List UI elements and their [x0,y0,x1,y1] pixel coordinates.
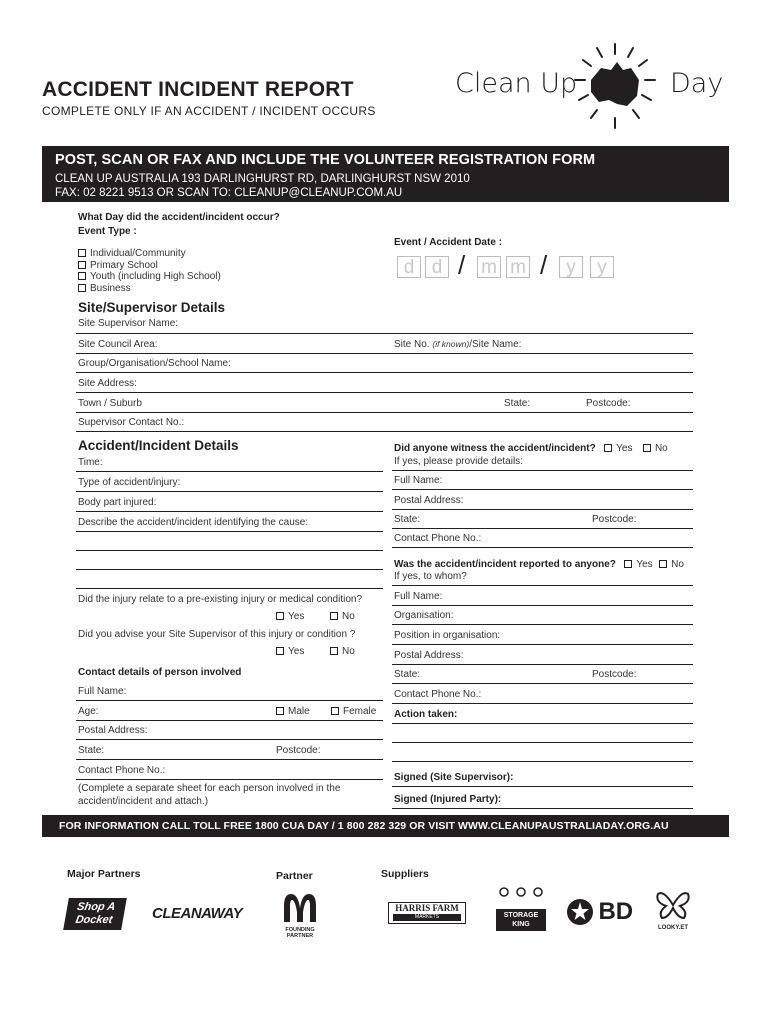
body-part-label: Body part injured: [78,497,157,508]
contact-full-name-label: Full Name: [78,686,127,697]
crown-icon [496,886,546,900]
signed-injured-field[interactable] [392,808,693,809]
advise-question: Did you advise your Site Supervisor of this injury or condition ? [78,629,356,640]
reported-postal-field[interactable] [392,664,693,665]
witness-state-field[interactable] [392,528,693,529]
reported-no[interactable]: No [659,559,684,570]
action-line[interactable] [392,761,693,762]
checkbox[interactable] [78,249,86,257]
australia-sun-icon [565,40,665,135]
date-month-box[interactable]: m [506,256,530,278]
harris-farm-logo: HARRIS FARM MARKETS [388,902,466,924]
pre-existing-no[interactable]: No [330,611,355,622]
clean-up-day-logo: Clean Up Day [455,40,735,135]
checkbox[interactable] [331,707,339,715]
event-type-option[interactable]: Primary School [78,260,221,272]
signed-injured-label: Signed (Injured Party): [394,794,502,805]
event-type-option[interactable]: Youth (including High School) [78,271,221,283]
pre-existing-yes[interactable]: Yes [276,611,304,622]
town-field[interactable] [76,412,693,413]
suppliers-label: Suppliers [381,868,429,880]
injury-type-label: Type of accident/injury: [78,477,181,488]
date-year-box[interactable]: y [590,256,614,278]
contact-age-field[interactable] [76,720,383,721]
signed-supervisor-field[interactable] [392,786,693,787]
describe-label: Describe the accident/incident identifying the cause: [78,517,309,528]
checkbox[interactable] [78,261,86,269]
checkbox[interactable] [330,647,338,655]
date-day-box[interactable]: d [425,256,449,278]
describe-line[interactable] [76,588,383,589]
checkbox[interactable] [276,612,284,620]
date-separator: / [458,250,466,280]
witness-postcode-label: Postcode: [592,514,637,525]
male-option[interactable]: Male [276,706,310,717]
checkbox[interactable] [276,647,284,655]
time-field[interactable] [76,471,383,472]
contact-state-field[interactable] [76,759,383,760]
reported-whom-label: If yes, to whom? [394,571,467,582]
contact-state-label: State: [78,745,105,756]
action-taken-label: Action taken: [394,709,458,720]
butterfly-icon [656,890,690,920]
witness-full-name-label: Full Name: [394,475,443,486]
storage-king-logo: STORAGE KING [496,886,546,934]
cleanaway-logo: CLEANAWAY [152,905,243,922]
action-line[interactable] [392,742,693,743]
pre-existing-question: Did the injury relate to a pre-existing injury or medical condition? [78,594,363,605]
event-type-option[interactable]: Business [78,283,221,295]
event-type-options [78,248,221,294]
event-type-option[interactable]: Individual/Community [78,248,221,260]
checkbox[interactable] [659,560,667,568]
site-address-field[interactable] [76,392,693,393]
reported-state-field[interactable] [392,683,693,684]
instructions-banner: POST, SCAN OR FAX AND INCLUDE THE VOLUNTEER REGISTRATION FORM CLEAN UP AUSTRALIA 193 DARLINGHURST RD, DARLINGHURST NSW 2010 FAX: 02 8221 9513 OR SCAN TO: CLEANUP@CLEANUP.COM.AU [42,146,729,202]
witness-yes[interactable]: Yes [604,443,632,454]
reported-phone-label: Contact Phone No.: [394,689,482,700]
date-month-box[interactable]: m [477,256,501,278]
witness-postal-field[interactable] [392,509,693,510]
info-banner: FOR INFORMATION CALL TOLL FREE 1800 CUA DAY / 1 800 282 329 OR VISIT WWW.CLEANUPAUSTRALIADAY.ORG.AU [42,815,729,837]
reported-yes[interactable]: Yes [624,559,652,570]
injury-type-field[interactable] [76,491,383,492]
signed-supervisor-label: Signed (Site Supervisor): [394,772,514,783]
date-separator: / [540,250,548,280]
shop-a-docket-logo: Shop A Docket [63,898,127,930]
checkbox[interactable] [276,707,284,715]
reported-position-label: Position in organisation: [394,630,501,641]
reported-full-name-label: Full Name: [394,591,443,602]
site-council-field[interactable] [76,353,693,354]
bd-logo: BD [566,898,633,926]
supervisor-contact-field[interactable] [76,431,693,432]
accident-section-heading: Accident/Incident Details [78,438,239,453]
witness-question-row: Did anyone witness the accident/incident? Yes No [394,443,668,454]
witness-phone-label: Contact Phone No.: [394,533,482,544]
date-year-box[interactable]: y [559,256,583,278]
female-option[interactable]: Female [331,706,376,717]
group-name-field[interactable] [76,372,693,373]
partner-label: Partner [276,870,313,882]
contact-phone-label: Contact Phone No.: [78,765,166,776]
group-name-label: Group/Organisation/School Name: [78,358,231,369]
body-part-field[interactable] [76,511,383,512]
town-suburb-label: Town / Suburb [78,398,142,409]
site-no-label: Site No. (if known)/Site Name: [394,339,522,350]
bd-star-icon [566,898,594,926]
separate-sheet-note: (Complete a separate sheet for each person involved in the accident/incident and attach.) [78,783,341,807]
reported-whom-line[interactable] [392,585,693,586]
contact-postal-field[interactable] [76,739,383,740]
checkbox[interactable] [604,444,612,452]
time-label: Time: [78,457,103,468]
site-state-label: State: [504,398,531,409]
checkbox[interactable] [78,272,86,280]
witness-no[interactable]: No [643,443,668,454]
witness-phone-field[interactable] [392,547,693,548]
contact-phone-field[interactable] [76,779,383,780]
reported-org-field[interactable] [392,624,693,625]
site-supervisor-name-label: Site Supervisor Name: [78,318,179,329]
event-day-question: What Day did the accident/incident occur? [78,212,280,223]
site-council-area-label: Site Council Area: [78,339,158,350]
reported-postal-label: Postal Address: [394,650,464,661]
checkbox[interactable] [330,612,338,620]
reported-state-label: State: [394,669,421,680]
checkbox[interactable] [624,560,632,568]
golden-arches-icon [280,892,320,922]
event-date-label: Event / Accident Date : [394,237,502,248]
report-title: ACCIDENT INCIDENT REPORT [42,78,354,101]
contact-postal-label: Postal Address: [78,725,148,736]
site-address-label: Site Address: [78,378,137,389]
lookyet-logo: LOOKY.ET [652,890,694,934]
describe-line[interactable] [76,531,383,532]
reported-postcode-label: Postcode: [592,669,637,680]
describe-line[interactable] [76,550,383,551]
reported-full-name-field[interactable] [392,605,693,606]
site-supervisor-name-field[interactable] [76,333,693,334]
reported-phone-field[interactable] [392,703,693,704]
witness-details-label: If yes, please provide details: [394,456,523,467]
mcdonalds-logo: FOUNDING PARTNER [280,892,320,936]
witness-state-label: State: [394,514,421,525]
witness-details-line[interactable] [392,470,693,471]
contact-heading: Contact details of person involved [78,667,242,678]
event-type-label: Event Type : [78,226,137,237]
advise-yes[interactable]: Yes [276,646,304,657]
contact-postcode-label: Postcode: [276,745,321,756]
contact-full-name-field[interactable] [76,700,383,701]
supervisor-contact-label: Supervisor Contact No.: [78,417,185,428]
witness-full-name-field[interactable] [392,489,693,490]
witness-postal-label: Postal Address: [394,495,464,506]
describe-line[interactable] [76,569,383,570]
site-section-heading: Site/Supervisor Details [78,300,226,315]
reported-question-row: Was the accident/incident reported to anyone? Yes No [394,559,684,570]
advise-no[interactable]: No [330,646,355,657]
checkbox[interactable] [78,284,86,292]
date-day-box[interactable]: d [397,256,421,278]
reported-org-label: Organisation: [394,610,454,621]
contact-age-label: Age: [78,706,99,717]
action-line[interactable] [392,723,693,724]
report-subtitle: COMPLETE ONLY IF AN ACCIDENT / INCIDENT OCCURS [42,104,376,118]
checkbox[interactable] [643,444,651,452]
reported-position-field[interactable] [392,644,693,645]
site-postcode-label: Postcode: [586,398,631,409]
major-partners-label: Major Partners [67,868,141,880]
